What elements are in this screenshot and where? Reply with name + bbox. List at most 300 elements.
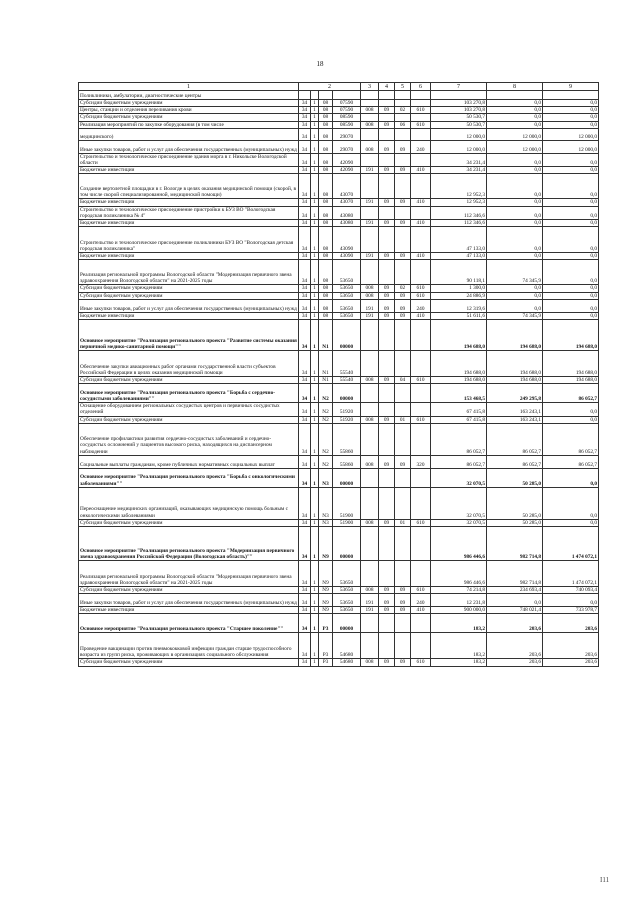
code-cell xyxy=(361,320,379,351)
amount-cell: 0,0 xyxy=(543,594,599,607)
amount-cell: 153 468,5 xyxy=(431,384,487,403)
code-cell xyxy=(361,91,379,100)
amount-cell: 183,2 xyxy=(431,633,487,659)
code-cell: 1 xyxy=(311,199,319,206)
code-cell xyxy=(395,206,411,219)
amount-cell: 183,2 xyxy=(431,614,487,633)
table-row xyxy=(79,128,599,140)
code-cell: 53650 xyxy=(333,312,361,319)
code-cell: 08 xyxy=(319,167,333,174)
amount-cell: 203,6 xyxy=(543,633,599,659)
code-cell xyxy=(379,114,395,121)
row-name-cell: Основное мероприятие "Реализация регионального проекта "Развитие системы оказания первичной медико-санитарной помощи"" xyxy=(79,320,299,351)
table-row xyxy=(79,121,599,128)
code-cell: 42090 xyxy=(333,167,361,174)
code-cell: 410 xyxy=(411,607,431,614)
row-name-cell: Иные закупки товаров, работ и услуг для обеспечения государственных (муниципальных) нужд xyxy=(79,140,299,153)
code-cell xyxy=(411,561,431,587)
code-cell xyxy=(395,423,411,455)
code-cell: 008 xyxy=(361,107,379,114)
row-name-cell: Субсидии бюджетным учреждениям xyxy=(79,285,299,292)
code-cell xyxy=(395,100,411,107)
code-cell: N2 xyxy=(319,403,333,416)
row-name-cell: Проведение вакцинации против пневмококковой инфекции граждан старше трудоспособного возраста из групп риска, проживающих в организациях социального обслуживания xyxy=(79,633,299,659)
row-name-cell: Переоснащение медицинских организаций, оказывающих медицинскую помощь больным с онкологическими заболеваниями xyxy=(79,487,299,519)
code-cell: N9 xyxy=(319,607,333,614)
code-cell xyxy=(379,174,395,199)
amount-cell: 86 052,7 xyxy=(431,455,487,468)
row-name-cell: Бюджетные инвестиции xyxy=(79,607,299,614)
amount-cell: 1 474 072,1 xyxy=(543,561,599,587)
code-cell: 34 xyxy=(299,292,311,299)
code-cell: 34 xyxy=(299,614,311,633)
table-row xyxy=(79,527,599,561)
code-cell: 34 xyxy=(299,299,311,312)
code-cell: N9 xyxy=(319,594,333,607)
code-cell: 191 xyxy=(361,312,379,319)
table-row xyxy=(79,614,599,633)
amount-cell: 0,0 xyxy=(487,227,543,253)
code-cell xyxy=(395,527,411,561)
code-cell: 1 xyxy=(311,121,319,128)
amount-cell: 0,0 xyxy=(487,299,543,312)
amount-cell: 103 270,8 xyxy=(431,100,487,107)
code-cell: 08 xyxy=(319,128,333,140)
table-row xyxy=(79,561,599,587)
code-cell xyxy=(319,91,333,100)
code-cell: 08 xyxy=(319,121,333,128)
amount-cell: 982 714,8 xyxy=(487,527,543,561)
amount-cell: 982 714,8 xyxy=(487,561,543,587)
code-cell: 51900 xyxy=(333,487,361,519)
row-name-cell: Субсидии бюджетным учреждениям xyxy=(79,416,299,423)
code-cell xyxy=(361,206,379,219)
code-cell: 410 xyxy=(411,199,431,206)
code-cell: N9 xyxy=(319,587,333,594)
footer-mark: I11 xyxy=(600,876,610,884)
amount-cell: 86 052,7 xyxy=(543,423,599,455)
table-row xyxy=(79,199,599,206)
code-cell: 1 xyxy=(311,167,319,174)
code-cell xyxy=(395,561,411,587)
code-cell: 34 xyxy=(299,121,311,128)
amount-cell: 203,6 xyxy=(543,614,599,633)
code-cell xyxy=(379,614,395,633)
code-cell: N2 xyxy=(319,455,333,468)
code-cell xyxy=(379,206,395,219)
code-cell: 09 xyxy=(395,594,411,607)
code-cell: 08 xyxy=(319,220,333,227)
code-cell xyxy=(411,384,431,403)
code-cell xyxy=(411,351,431,377)
code-cell: 1 xyxy=(311,527,319,561)
row-name-cell: Субсидии бюджетным учреждениям xyxy=(79,587,299,594)
code-cell: 34 xyxy=(299,519,311,526)
code-cell: 42090 xyxy=(333,153,361,166)
code-cell: 53650 xyxy=(333,587,361,594)
code-cell: 08 xyxy=(319,206,333,219)
row-name-cell: Бюджетные инвестиции xyxy=(79,167,299,174)
code-cell xyxy=(361,100,379,107)
table-row xyxy=(79,403,599,416)
code-cell: 53650 xyxy=(333,260,361,285)
code-cell: 55860 xyxy=(333,423,361,455)
code-cell: 34 xyxy=(299,128,311,140)
code-cell: 09 xyxy=(379,199,395,206)
code-cell xyxy=(411,227,431,253)
row-name-cell: Реализация региональной программы Вологодской области "Модернизация первичного звена здравоохранения Вологодской области" на 2021-2025 годы xyxy=(79,260,299,285)
amount-cell: 0,0 xyxy=(543,299,599,312)
code-cell: 09 xyxy=(379,299,395,312)
code-cell: 1 xyxy=(311,114,319,121)
code-cell: 09 xyxy=(379,659,395,666)
code-cell: 1 xyxy=(311,416,319,423)
code-cell: 1 xyxy=(311,487,319,519)
code-cell: 09 xyxy=(395,299,411,312)
code-cell xyxy=(379,633,395,659)
row-name-cell: Иные закупки товаров, работ и услуг для обеспечения государственных (муниципальных) нужд xyxy=(79,299,299,312)
amount-cell: 203,6 xyxy=(487,659,543,666)
row-name-cell: Строительство и технологическое присоединение пристройки к БУЗ ВО "Вологодская городская поликлиника № 4" xyxy=(79,206,299,219)
code-cell: 09 xyxy=(379,455,395,468)
code-cell xyxy=(411,128,431,140)
row-name-cell: Основное мероприятие "Реализация регионального проекта "Модернизация первичного звена здравоохранения Российской Федерации (Вологодская область)"" xyxy=(79,527,299,561)
code-cell: 610 xyxy=(411,587,431,594)
amount-cell: 183,2 xyxy=(431,659,487,666)
code-cell xyxy=(379,468,395,487)
code-cell: 240 xyxy=(411,594,431,607)
amount-cell: 986 446,6 xyxy=(431,527,487,561)
amount-cell: 51 611,6 xyxy=(431,312,487,319)
code-cell: 191 xyxy=(361,167,379,174)
amount-cell: 194 688,0 xyxy=(543,351,599,377)
code-cell: 008 xyxy=(361,416,379,423)
code-cell: 34 xyxy=(299,174,311,199)
code-cell xyxy=(411,206,431,219)
row-name-cell: Поликлиники, амбулатории, диагностические центры xyxy=(79,91,299,100)
code-cell: 09 xyxy=(395,199,411,206)
code-cell xyxy=(379,260,395,285)
code-cell xyxy=(395,614,411,633)
amount-cell: 0,0 xyxy=(487,100,543,107)
code-cell: 1 xyxy=(311,633,319,659)
code-cell: 34 xyxy=(299,659,311,666)
amount-cell: 50 530,7 xyxy=(431,114,487,121)
code-cell: 08 xyxy=(319,299,333,312)
amount-cell: 0,0 xyxy=(543,220,599,227)
row-name-cell: Бюджетные инвестиции xyxy=(79,220,299,227)
code-cell xyxy=(411,423,431,455)
row-name-cell: Создание вертолетной площадки в г. Вологде в целях оказания медицинской помощи (скорой, в том числе скорой специализированной, медицинской помощи) xyxy=(79,174,299,199)
code-cell: 34 xyxy=(299,351,311,377)
amount-cell: 0,0 xyxy=(543,114,599,121)
amount-cell: 0,0 xyxy=(543,174,599,199)
amount-cell xyxy=(431,91,487,100)
amount-cell: 194 688,0 xyxy=(543,377,599,384)
code-cell xyxy=(379,527,395,561)
code-cell: 1 xyxy=(311,140,319,153)
code-cell: 1 xyxy=(311,312,319,319)
code-cell: 55540 xyxy=(333,351,361,377)
amount-cell: 194 688,0 xyxy=(431,377,487,384)
code-cell: 43070 xyxy=(333,174,361,199)
amount-cell: 0,0 xyxy=(487,206,543,219)
code-cell: 1 xyxy=(311,594,319,607)
table-row xyxy=(79,285,599,292)
table-row xyxy=(79,174,599,199)
table-row xyxy=(79,114,599,121)
amount-cell: 32 070,5 xyxy=(431,487,487,519)
amount-cell: 0,0 xyxy=(487,292,543,299)
code-cell: 008 xyxy=(361,519,379,526)
amount-cell: 163 243,1 xyxy=(487,403,543,416)
code-cell: 08 xyxy=(319,199,333,206)
code-cell: 09 xyxy=(395,292,411,299)
amount-cell: 0,0 xyxy=(543,100,599,107)
amount-cell xyxy=(487,91,543,100)
row-name-cell: Иные закупки товаров, работ и услуг для обеспечения государственных (муниципальных) нужд xyxy=(79,594,299,607)
table-row xyxy=(79,140,599,153)
row-name-cell: Субсидии бюджетным учреждениям xyxy=(79,377,299,384)
code-cell: 02 xyxy=(395,107,411,114)
code-cell xyxy=(361,614,379,633)
code-cell: 09 xyxy=(379,594,395,607)
code-cell xyxy=(299,91,311,100)
table-row xyxy=(79,100,599,107)
code-cell xyxy=(411,260,431,285)
amount-cell: 86 052,7 xyxy=(431,423,487,455)
code-cell: N3 xyxy=(319,519,333,526)
code-cell: 09 xyxy=(379,519,395,526)
header-cell: 5 xyxy=(395,83,411,91)
code-cell xyxy=(395,351,411,377)
amount-cell: 194 688,0 xyxy=(487,320,543,351)
amount-cell: 12 000,0 xyxy=(431,128,487,140)
code-cell xyxy=(379,153,395,166)
header-cell: 8 xyxy=(487,83,543,91)
row-name-cell: Бюджетные инвестиции xyxy=(79,253,299,260)
code-cell: 610 xyxy=(411,519,431,526)
code-cell: 08 xyxy=(319,285,333,292)
code-cell: 08590 xyxy=(333,114,361,121)
code-cell: 34 xyxy=(299,455,311,468)
code-cell xyxy=(411,614,431,633)
code-cell xyxy=(411,403,431,416)
code-cell xyxy=(411,174,431,199)
code-cell: 1 xyxy=(311,403,319,416)
code-cell: 02 xyxy=(395,285,411,292)
code-cell xyxy=(379,487,395,519)
amount-cell: 740 093,4 xyxy=(543,587,599,594)
amount-cell: 0,0 xyxy=(543,107,599,114)
code-cell: 34 xyxy=(299,594,311,607)
table-row xyxy=(79,107,599,114)
row-name-cell: Субсидии бюджетным учреждениям xyxy=(79,519,299,526)
code-cell: 54680 xyxy=(333,633,361,659)
code-cell: 00000 xyxy=(333,614,361,633)
code-cell: 1 xyxy=(311,561,319,587)
code-cell: 1 xyxy=(311,320,319,351)
header-cell: 6 xyxy=(411,83,431,91)
code-cell xyxy=(395,633,411,659)
amount-cell: 1 300,0 xyxy=(431,285,487,292)
amount-cell: 90 118,1 xyxy=(431,260,487,285)
amount-cell: 32 070,5 xyxy=(431,468,487,487)
code-cell xyxy=(379,403,395,416)
code-cell xyxy=(361,260,379,285)
code-cell: 43090 xyxy=(333,253,361,260)
code-cell: 00000 xyxy=(333,320,361,351)
code-cell: 09 xyxy=(395,587,411,594)
code-cell xyxy=(411,468,431,487)
code-cell: 09 xyxy=(379,312,395,319)
row-name-cell: Субсидии бюджетным учреждениям xyxy=(79,659,299,666)
table-row xyxy=(79,377,599,384)
code-cell xyxy=(379,351,395,377)
code-cell xyxy=(379,100,395,107)
code-cell: N1 xyxy=(319,351,333,377)
code-cell: 29070 xyxy=(333,128,361,140)
code-cell xyxy=(395,487,411,519)
code-cell: 610 xyxy=(411,121,431,128)
code-cell: 51900 xyxy=(333,519,361,526)
table-row xyxy=(79,292,599,299)
amount-cell: 0,0 xyxy=(543,253,599,260)
amount-cell: 0,0 xyxy=(543,403,599,416)
table-row xyxy=(79,253,599,260)
code-cell: 09 xyxy=(379,587,395,594)
code-cell xyxy=(361,423,379,455)
row-name-cell: Строительство и технологическое присоединение поликлиники БУЗ ВО "Вологодская детская городская поликлиника" xyxy=(79,227,299,253)
code-cell: 410 xyxy=(411,312,431,319)
code-cell xyxy=(395,384,411,403)
code-cell: 06 xyxy=(395,121,411,128)
code-cell: 53650 xyxy=(333,285,361,292)
amount-cell: 50 530,7 xyxy=(431,121,487,128)
code-cell: 34 xyxy=(299,107,311,114)
header-cell: 3 xyxy=(361,83,379,91)
code-cell xyxy=(361,227,379,253)
code-cell: 1 xyxy=(311,292,319,299)
code-cell: 09 xyxy=(395,167,411,174)
code-cell: 008 xyxy=(361,377,379,384)
code-cell: 08 xyxy=(319,227,333,253)
code-cell: N2 xyxy=(319,423,333,455)
code-cell: 08 xyxy=(319,140,333,153)
code-cell: 34 xyxy=(299,607,311,614)
row-name-cell: Основное мероприятие "Реализация регионального проекта "Старшее поколение"" xyxy=(79,614,299,633)
code-cell: 00000 xyxy=(333,527,361,561)
amount-cell: 12 000,0 xyxy=(487,128,543,140)
code-cell: 08 xyxy=(319,114,333,121)
code-cell: 008 xyxy=(361,285,379,292)
header-cell: 2 xyxy=(299,83,361,91)
code-cell: 29070 xyxy=(333,140,361,153)
code-cell: 1 xyxy=(311,377,319,384)
code-cell: 1 xyxy=(311,423,319,455)
amount-cell: 0,0 xyxy=(543,121,599,128)
code-cell: 1 xyxy=(311,253,319,260)
code-cell: 191 xyxy=(361,594,379,607)
amount-cell: 733 978,7 xyxy=(543,607,599,614)
row-name-cell: Основное мероприятие "Реализация регионального проекта "Борьба с сердечно-сосудистыми заболеваниями"" xyxy=(79,384,299,403)
amount-cell: 0,0 xyxy=(543,227,599,253)
code-cell: 00000 xyxy=(333,384,361,403)
code-cell xyxy=(361,114,379,121)
amount-cell: 0,0 xyxy=(543,167,599,174)
amount-cell: 194 688,0 xyxy=(431,320,487,351)
amount-cell: 0,0 xyxy=(543,153,599,166)
code-cell: N2 xyxy=(319,384,333,403)
code-cell: 610 xyxy=(411,285,431,292)
amount-cell: 32 070,5 xyxy=(431,519,487,526)
table-row xyxy=(79,220,599,227)
code-cell: 008 xyxy=(361,140,379,153)
code-cell xyxy=(361,561,379,587)
code-cell: 07590 xyxy=(333,107,361,114)
row-name-cell: Обеспечение профилактики развития сердечно-сосудистых заболеваний и сердечно-сосудистых осложнений у пациентов высокого риска, находящихся на диспансерном наблюдении xyxy=(79,423,299,455)
code-cell: 08590 xyxy=(333,121,361,128)
code-cell: 51920 xyxy=(333,403,361,416)
table-row xyxy=(79,153,599,166)
code-cell: N3 xyxy=(319,487,333,519)
table-row xyxy=(79,320,599,351)
code-cell: 610 xyxy=(411,416,431,423)
code-cell xyxy=(361,527,379,561)
code-cell: 34 xyxy=(299,633,311,659)
code-cell xyxy=(411,114,431,121)
table-row xyxy=(79,607,599,614)
code-cell: 1 xyxy=(311,455,319,468)
amount-cell: 50 285,0 xyxy=(487,487,543,519)
code-cell: 09 xyxy=(395,659,411,666)
amount-cell: 74 345,9 xyxy=(487,312,543,319)
table-row xyxy=(79,312,599,319)
code-cell: 191 xyxy=(361,220,379,227)
code-cell: 34 xyxy=(299,140,311,153)
code-cell: 08 xyxy=(319,107,333,114)
code-cell: 1 xyxy=(311,607,319,614)
code-cell: N3 xyxy=(319,468,333,487)
amount-cell: 12 231,8 xyxy=(431,594,487,607)
amount-cell: 50 285,0 xyxy=(487,468,543,487)
code-cell: 34 xyxy=(299,377,311,384)
row-name-cell: Реализация мероприятий по закупке оборудования (в том числе xyxy=(79,121,299,128)
code-cell: 191 xyxy=(361,299,379,312)
code-cell: 34 xyxy=(299,487,311,519)
code-cell: 09 xyxy=(395,220,411,227)
amount-cell: 112 346,6 xyxy=(431,220,487,227)
code-cell xyxy=(333,91,361,100)
amount-cell: 194 688,0 xyxy=(431,351,487,377)
code-cell xyxy=(395,320,411,351)
code-cell: 43080 xyxy=(333,206,361,219)
code-cell: 09 xyxy=(379,107,395,114)
code-cell: 09 xyxy=(379,292,395,299)
code-cell: 320 xyxy=(411,455,431,468)
table-row xyxy=(79,423,599,455)
table-row xyxy=(79,659,599,666)
code-cell: 09 xyxy=(379,220,395,227)
amount-cell: 194 688,0 xyxy=(487,351,543,377)
table-row xyxy=(79,351,599,377)
code-cell xyxy=(361,487,379,519)
code-cell xyxy=(411,633,431,659)
code-cell xyxy=(411,320,431,351)
code-cell: 34 xyxy=(299,153,311,166)
header-cell: 4 xyxy=(379,83,395,91)
code-cell xyxy=(311,91,319,100)
